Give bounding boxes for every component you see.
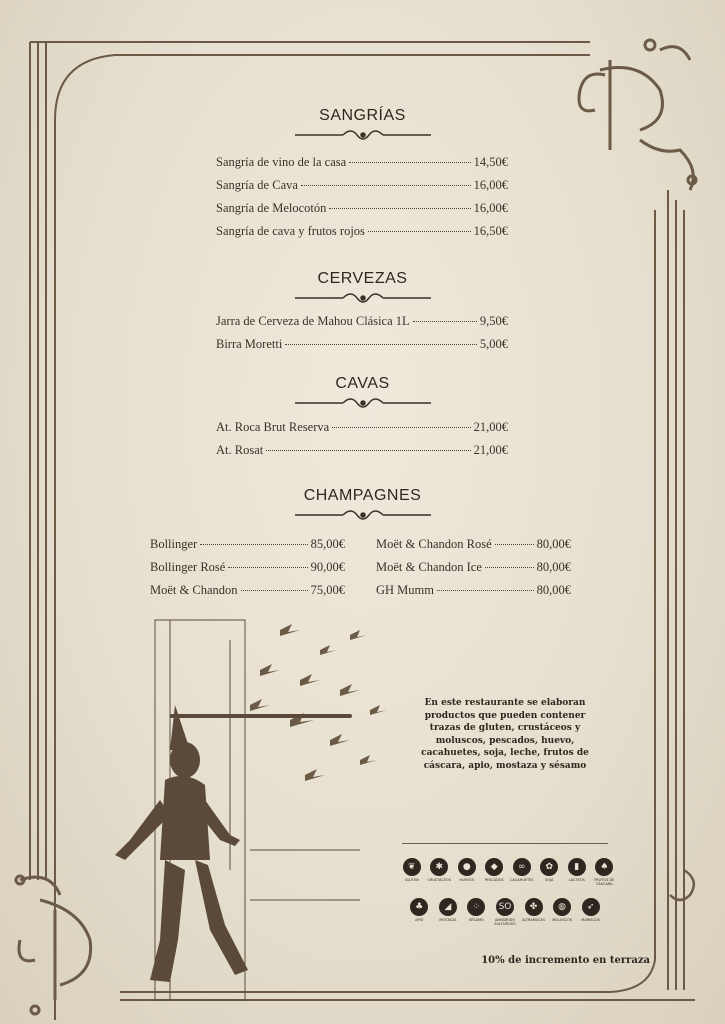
- menu-item: [216, 337, 508, 360]
- leader-dots: [228, 567, 307, 568]
- egg-icon: [455, 858, 479, 886]
- section-champagnes: [150, 487, 575, 523]
- menu-item: [216, 201, 508, 224]
- wheat-icon: [400, 858, 424, 886]
- allergen-notice: En este restaurante se elaboran productos que pueden contener trazas de gluten, crustáceos y moluscos, pescados, huevo, cacahuetes, soja, leche, frutos de cáscara, apio, mostaza y sésamo: [421, 698, 589, 771]
- icon-glyph: ♣: [410, 898, 428, 916]
- bottom-monogram: [16, 876, 91, 1014]
- icon-label: LÁCTEOS: [568, 878, 585, 882]
- soy-icon: [537, 858, 561, 886]
- section-title: CHAMPAGNES: [303, 487, 422, 504]
- flourish-divider: [293, 507, 433, 523]
- icon-glyph: SO: [496, 898, 514, 916]
- item-price: 14,50€: [473, 155, 508, 169]
- item-price: 80,00€: [536, 560, 571, 574]
- item-price: 16,00€: [473, 178, 508, 192]
- icon-glyph: ◍: [553, 898, 571, 916]
- item-name: Sangría de vino de la casa: [216, 155, 347, 169]
- menu-item: [216, 178, 508, 201]
- icon-label: ALTRAMUCES: [521, 918, 546, 922]
- icon-glyph: ∞: [513, 858, 531, 876]
- item-name: Birra Moretti: [216, 337, 283, 351]
- leader-dots: [266, 450, 470, 451]
- menu-item: [216, 224, 508, 247]
- icon-label: GLUTEN: [404, 878, 419, 882]
- cavas-list: [216, 420, 508, 466]
- menu-item: [376, 537, 571, 560]
- icon-glyph: ⁘: [467, 898, 485, 916]
- item-price: 21,00€: [473, 420, 508, 434]
- section-cervezas: [150, 270, 575, 306]
- item-name: GH Mumm: [376, 583, 434, 597]
- pinocchio-illustration: [100, 610, 420, 1010]
- allergen-icons-row-1: [398, 858, 618, 886]
- item-price: 80,00€: [536, 583, 571, 597]
- section-cavas: [150, 375, 575, 411]
- allergen-icons-row-2: [405, 898, 605, 926]
- sesame-icon: [464, 898, 488, 926]
- item-name: Moët & Chandon Rosé: [376, 537, 492, 551]
- leader-dots: [332, 427, 470, 428]
- nut-icon: [592, 858, 616, 886]
- icon-label: SOJA: [545, 878, 554, 882]
- icon-label: ANHÍDRIDO SULFUROSO: [494, 918, 516, 927]
- item-price: 85,00€: [310, 537, 345, 551]
- sangrias-list: [216, 155, 508, 247]
- item-name: Sangría de Melocotón: [216, 201, 327, 215]
- menu-item: [216, 443, 508, 466]
- leader-dots: [413, 321, 477, 322]
- divider-line: [402, 843, 608, 844]
- icon-glyph: ♠: [595, 858, 613, 876]
- item-name: At. Rosat: [216, 443, 264, 457]
- leader-dots: [485, 567, 534, 568]
- section-title: SANGRÍAS: [319, 107, 406, 124]
- icon-label: MOLUSCOS: [552, 918, 572, 922]
- item-name: Bollinger Rosé: [150, 560, 226, 574]
- item-name: Sangría de Cava: [216, 178, 298, 192]
- icon-glyph: ✿: [540, 858, 558, 876]
- item-name: Moët & Chandon: [150, 583, 238, 597]
- leader-dots: [301, 185, 471, 186]
- item-name: Moët & Chandon Ice: [376, 560, 482, 574]
- leader-dots: [368, 231, 471, 232]
- icon-label: CACAHUETES: [509, 878, 534, 882]
- milk-icon: [565, 858, 589, 886]
- item-price: 9,50€: [479, 314, 508, 328]
- icon-glyph: ◆: [485, 858, 503, 876]
- icon-label: PESCADOS: [484, 878, 504, 882]
- menu-item: [376, 560, 571, 583]
- menu-item: [376, 583, 571, 606]
- leader-dots: [349, 162, 470, 163]
- shellfish-icon: [579, 898, 603, 926]
- leader-dots: [495, 544, 534, 545]
- icon-label: MARISCOS: [581, 918, 600, 922]
- terrace-surcharge-note: 10% de incremento en terraza: [481, 955, 650, 966]
- section-title: CAVAS: [335, 375, 390, 392]
- leader-dots: [200, 544, 307, 545]
- item-name: At. Roca Brut Reserva: [216, 420, 330, 434]
- item-price: 16,50€: [473, 224, 508, 238]
- fish-icon: [482, 858, 506, 886]
- item-price: 5,00€: [479, 337, 508, 351]
- item-price: 90,00€: [310, 560, 345, 574]
- item-price: 21,00€: [473, 443, 508, 457]
- icon-label: CRUSTÁCEOS: [427, 878, 451, 882]
- flourish-divider: [293, 290, 433, 306]
- item-name: Bollinger: [150, 537, 198, 551]
- item-name: Sangría de cava y frutos rojos: [216, 224, 365, 238]
- champagnes-left-column: [150, 537, 345, 606]
- top-monogram: [579, 40, 696, 190]
- icon-label: MOSTAZA: [439, 918, 457, 922]
- leader-dots: [437, 590, 534, 591]
- icon-label: SÉSAMO: [468, 918, 484, 922]
- mollusc-icon: [550, 898, 574, 926]
- leader-dots: [241, 590, 308, 591]
- crab-icon: [427, 858, 451, 886]
- leader-dots: [329, 208, 470, 209]
- peanut-icon: [510, 858, 534, 886]
- leader-dots: [285, 344, 477, 345]
- icon-label: HUEVOS: [459, 878, 475, 882]
- icon-glyph: ▮: [568, 858, 586, 876]
- icon-glyph: ➶: [582, 898, 600, 916]
- cervezas-list: [216, 314, 508, 360]
- celery-icon: [407, 898, 431, 926]
- icon-label: APIO: [415, 918, 424, 922]
- menu-item: [150, 537, 345, 560]
- flourish-divider: [293, 127, 433, 143]
- menu-item: [216, 420, 508, 443]
- menu-item: [216, 155, 508, 178]
- menu-item: [150, 560, 345, 583]
- flourish-divider: [293, 395, 433, 411]
- menu-item: [150, 583, 345, 606]
- mustard-icon: [436, 898, 460, 926]
- icon-glyph: ◢: [439, 898, 457, 916]
- section-title: CERVEZAS: [317, 270, 408, 287]
- icon-glyph: ✱: [430, 858, 448, 876]
- section-sangrias: [150, 107, 575, 143]
- item-name: Jarra de Cerveza de Mahou Clásica 1L: [216, 314, 410, 328]
- item-price: 80,00€: [536, 537, 571, 551]
- item-price: 16,00€: [473, 201, 508, 215]
- menu-item: [216, 314, 508, 337]
- icon-glyph: ●: [458, 858, 476, 876]
- sulphite-icon: [493, 898, 517, 926]
- item-price: 75,00€: [310, 583, 345, 597]
- champagnes-right-column: [376, 537, 571, 606]
- icon-glyph: ❦: [403, 858, 421, 876]
- icon-glyph: ✤: [525, 898, 543, 916]
- icon-label: FRUTOS DE CÁSCARA: [594, 878, 615, 887]
- lupin-icon: [522, 898, 546, 926]
